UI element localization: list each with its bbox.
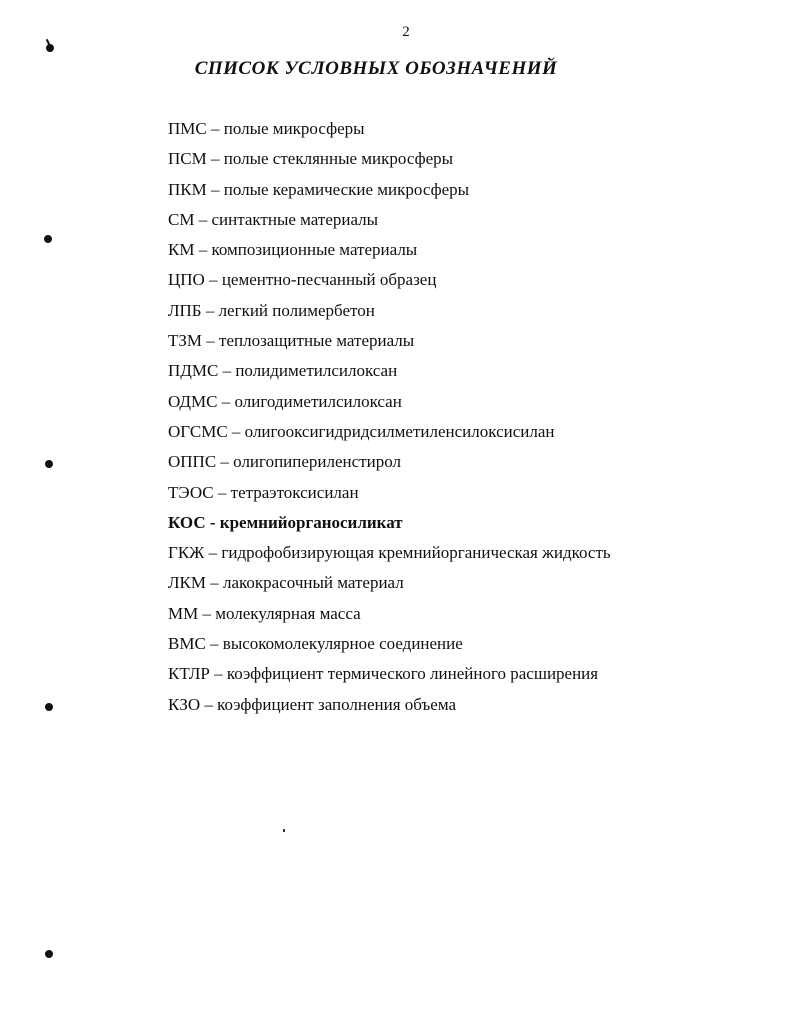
abbreviation-item-kzo: КЗО – коэффициент заполнения объема [168,694,457,714]
abbreviation-item-ktlr: КТЛР – коэффициент термического линейного расширения [168,664,599,684]
abbreviation-list [168,117,611,723]
abbreviation-item-tzm: ТЗМ – теплозащитные материалы [168,331,415,351]
binder-hole-mark [46,44,54,52]
abbreviation-item-pkm: ПКМ – полые керамические микросферы [168,179,470,199]
abbreviation-item-opps: ОППС – олигопипериленстирол [168,452,401,472]
binder-hole-mark [45,950,53,958]
binder-hole-mark [45,703,53,711]
binder-hole-mark [44,235,52,243]
abbreviation-item-lkm: ЛКМ – лакокрасочный материал [168,573,404,593]
abbreviation-item-ogsms: ОГСМС – олигооксигидридсилметиленсилоксисилан [168,421,555,441]
binder-hole-mark [45,460,53,468]
abbreviation-item-teos: ТЭОС – тетраэтоксисилан [168,482,359,502]
abbreviation-item-sm: СМ – синтактные материалы [168,209,379,229]
abbreviation-item-pdms: ПДМС – полидиметилсилоксан [168,361,398,381]
page-number: 2 [402,24,410,40]
abbreviation-item-kos: КОС - кремнийорганосиликат [168,512,403,532]
abbreviation-item-gkzh: ГКЖ – гидрофобизирующая кремнийорганическая жидкость [168,543,611,563]
abbreviation-item-psm: ПСМ – полые стеклянные микросферы [168,149,454,169]
page-title: СПИСОК УСЛОВНЫХ ОБОЗНАЧЕНИЙ [194,58,558,79]
abbreviation-item-tspo: ЦПО – цементно-песчанный образец [168,270,437,290]
abbreviation-item-pms: ПМС – полые микросферы [168,119,365,138]
abbreviation-item-lpb: ЛПБ – легкий полимербетон [168,300,375,320]
abbreviation-item-vms: ВМС – высокомолекулярное соединение [168,634,463,654]
scan-speck [283,829,285,832]
abbreviation-item-mm: ММ – молекулярная масса [168,603,361,623]
abbreviation-item-km: КМ – композиционные материалы [168,240,418,260]
abbreviation-item-odms: ОДМС – олигодиметилсилоксан [168,391,402,411]
